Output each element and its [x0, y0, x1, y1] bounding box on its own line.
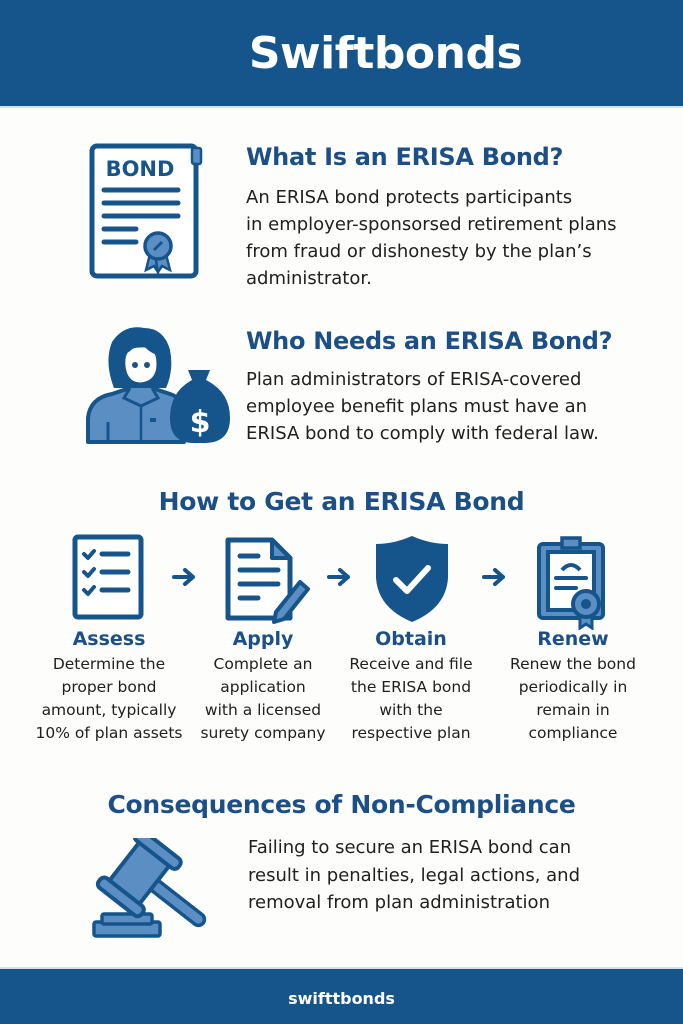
text-line: remain in [536, 701, 610, 719]
document-pen-icon [222, 534, 310, 624]
bond-icon-label: BOND [105, 157, 175, 181]
text-line: Complete an [213, 655, 313, 673]
text-line: An ERISA bond protects participants [246, 187, 573, 208]
step-label: Apply [232, 628, 294, 650]
footer-brand: swifttbonds [288, 989, 395, 1008]
arrow-right-icon [481, 567, 507, 587]
how-to-title: How to Get an ERISA Bond [158, 487, 525, 516]
shield-check-icon [372, 534, 452, 624]
bond-document-icon [88, 142, 208, 282]
brand-title: Swiftbonds [248, 27, 523, 79]
text-line: application [220, 678, 306, 696]
step-label: Assess [72, 628, 146, 650]
what-is-title: What Is an ERISA Bond? [246, 143, 564, 171]
text-line: surety company [200, 724, 326, 742]
arrow-right-icon [326, 567, 352, 587]
text-line: Failing to secure an ERISA bond can [248, 837, 572, 858]
text-line: the ERISA bond [350, 678, 472, 696]
step-renew [483, 628, 663, 745]
who-needs-title: Who Needs an ERISA Bond? [246, 327, 613, 355]
text-line: administrator. [246, 268, 372, 289]
checklist-icon [72, 534, 144, 620]
text-line: in employer-sponsorsed retirement plans [246, 214, 617, 235]
arrow-right-icon [171, 567, 197, 587]
step-assess [19, 628, 199, 745]
text-line: respective plan [351, 724, 471, 742]
step-label: Renew [537, 628, 609, 650]
text-line: removal from plan administration [248, 892, 550, 913]
who-needs-description [246, 366, 676, 447]
text-line: Receive and file [349, 655, 473, 673]
text-line: result in penalties, legal actions, and [248, 864, 581, 886]
administrator-money-bag-icon [84, 322, 230, 446]
text-line: compliance [528, 724, 618, 742]
text-line: proper bond [61, 678, 157, 696]
consequences-title: Consequences of Non-Compliance [107, 790, 576, 819]
step-obtain [321, 628, 501, 745]
text-line: from fraud or dishonesty by the plan’s [246, 241, 592, 262]
who-needs-section [246, 327, 676, 447]
text-line: ERISA bond to comply with federal law. [246, 423, 599, 444]
step-description [19, 653, 199, 745]
what-is-section [246, 143, 666, 292]
gavel-icon [92, 838, 218, 938]
consequences-description [248, 834, 668, 917]
text-line: periodically in [518, 678, 628, 696]
text-line: with the [379, 701, 443, 719]
certificate-clipboard-icon [536, 534, 608, 630]
header-banner [0, 0, 683, 108]
text-line: employee benefit plans must have an [246, 396, 588, 417]
step-description [483, 653, 663, 745]
text-line: amount, typically [41, 701, 177, 719]
dollar-symbol: $ [189, 405, 211, 440]
what-is-description [246, 184, 666, 292]
text-line: Renew the bond [510, 655, 636, 673]
step-description [321, 653, 501, 745]
footer-banner [0, 967, 683, 1024]
text-line: 10% of plan assets [35, 724, 183, 742]
step-label: Obtain [375, 628, 447, 650]
text-line: Plan administrators of ERISA-covered [246, 369, 582, 390]
text-line: Determine the [52, 655, 166, 673]
text-line: with a licensed [204, 701, 322, 719]
